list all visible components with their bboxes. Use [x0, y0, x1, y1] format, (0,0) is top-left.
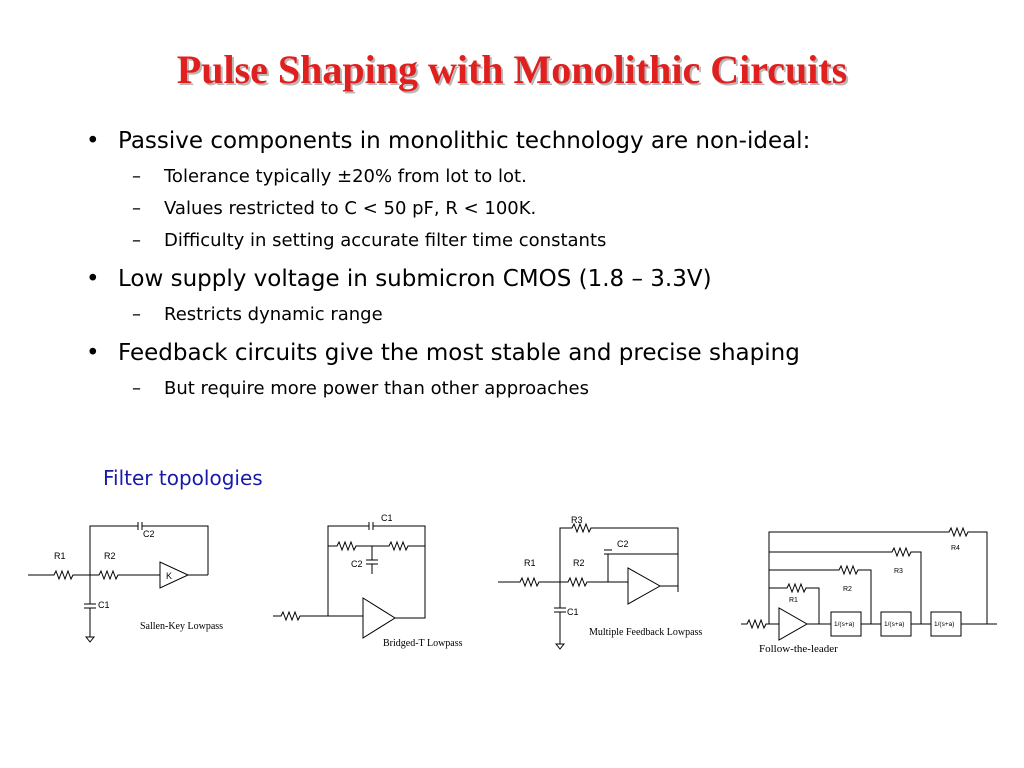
label-c1: C1: [567, 607, 579, 617]
sub-bullet-marker: –: [132, 166, 141, 187]
bullet-list: [82, 126, 982, 400]
label-k: K: [166, 571, 173, 581]
bullet-item: [82, 338, 982, 400]
transfer-block-label: 1/(s+a): [934, 621, 955, 628]
sub-bullet-text: Tolerance typically ±20% from lot to lot.: [164, 166, 527, 187]
schematic-caption: Follow-the-leader: [759, 643, 838, 655]
bullet-marker: •: [86, 128, 100, 154]
sub-bullet-list: [118, 304, 982, 326]
transfer-block-label: 1/(s+a): [884, 621, 905, 628]
label-r2: R2: [843, 586, 852, 593]
bullet-marker: •: [86, 340, 100, 366]
label-r4: R4: [951, 545, 960, 552]
sub-bullet-text: Restricts dynamic range: [164, 304, 383, 325]
bullet-text: Passive components in monolithic technology are non-ideal:: [118, 128, 811, 154]
sub-bullet-text: But require more power than other approaches: [164, 378, 589, 399]
sub-bullet-list: [118, 378, 982, 400]
label-r1: R1: [54, 551, 66, 561]
sub-bullet-item: [118, 304, 982, 326]
label-c2: C2: [351, 559, 363, 569]
sub-bullet-item: [118, 378, 982, 400]
sub-bullet-marker: –: [132, 378, 141, 399]
schematic-caption: Sallen-Key Lowpass: [140, 621, 224, 632]
bullet-text: Feedback circuits give the most stable and precise shaping: [118, 340, 800, 366]
follow-the-leader-schematic: [735, 512, 1005, 662]
transfer-block-label: 1/(s+a): [834, 621, 855, 628]
sub-bullet-marker: –: [132, 304, 141, 325]
bridged-t-lowpass-schematic: [265, 512, 480, 652]
bullet-text: Low supply voltage in submicron CMOS (1.8 – 3.3V): [118, 266, 712, 292]
sallen-key-lowpass-schematic: [20, 512, 245, 647]
sub-bullet-list: [118, 166, 982, 252]
sub-bullet-text: Difficulty in setting accurate filter time constants: [164, 230, 607, 251]
label-c2: C2: [143, 529, 155, 539]
bullet-item: [82, 264, 982, 326]
bullet-item: [82, 126, 982, 252]
label-r2: R2: [573, 558, 585, 568]
schematic-caption: Multiple Feedback Lowpass: [589, 627, 703, 638]
sub-bullet-item: [118, 166, 982, 188]
label-r1: R1: [524, 558, 536, 568]
schematic-caption: Bridged-T Lowpass: [383, 638, 463, 649]
sub-bullet-item: [118, 230, 982, 252]
sub-bullet-text: Values restricted to C < 50 pF, R < 100K.: [164, 198, 537, 219]
label-c1: C1: [381, 513, 393, 523]
label-r3: R3: [571, 515, 583, 525]
label-r2: R2: [104, 551, 116, 561]
label-c1: C1: [98, 600, 110, 610]
bullet-marker: •: [86, 266, 100, 292]
section-label-filter-topologies: Filter topologies: [103, 466, 263, 490]
sub-bullet-marker: –: [132, 230, 141, 251]
sub-bullet-item: [118, 198, 982, 220]
label-r1: R1: [789, 597, 798, 604]
multiple-feedback-lowpass-schematic: [490, 512, 715, 652]
slide-title: Pulse Shaping with Monolithic Circuits: [176, 47, 848, 92]
sub-bullet-marker: –: [132, 198, 141, 219]
label-c2: C2: [617, 539, 629, 549]
label-r3: R3: [894, 568, 903, 575]
